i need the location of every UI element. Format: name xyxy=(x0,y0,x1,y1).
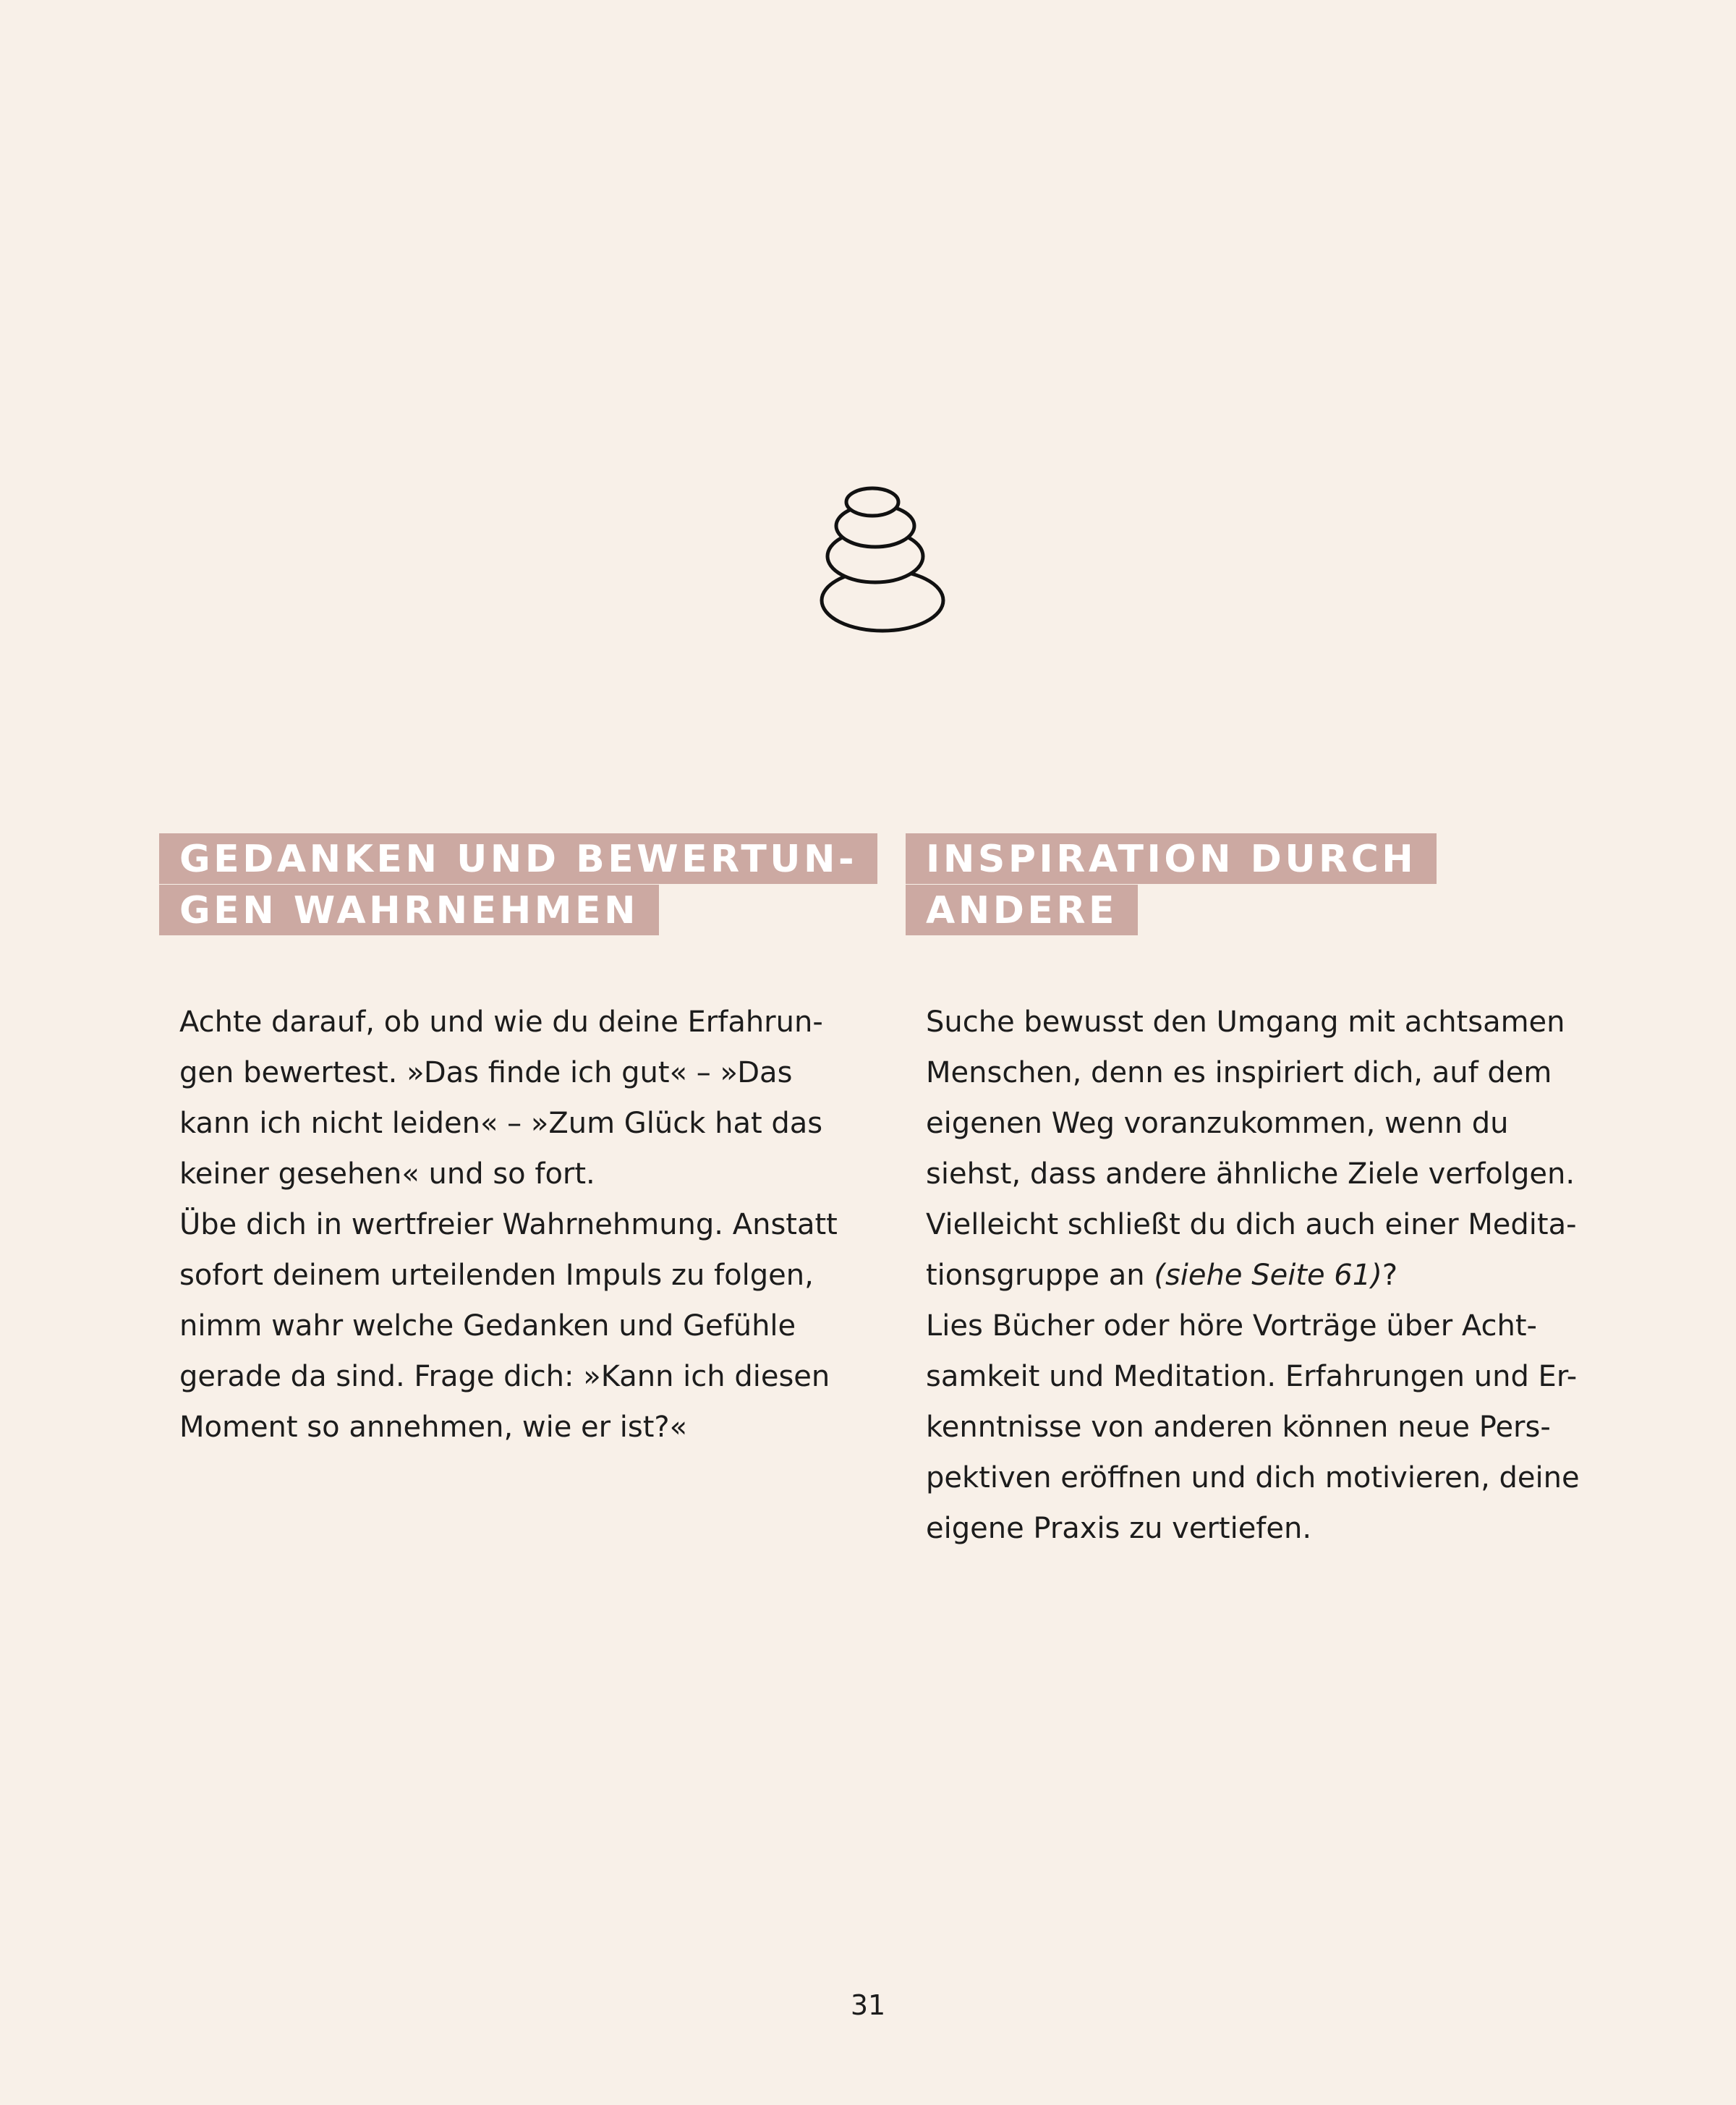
body-line: Lies Bücher oder höre Vorträge über Acht- xyxy=(926,1309,1537,1343)
body-line: Suche bewusst den Umgang mit achtsamen xyxy=(926,1005,1565,1039)
body-line: nimm wahr welche Gedanken und Gefühle xyxy=(179,1309,796,1343)
stacked-stones-icon xyxy=(816,485,949,640)
heading-line: GEDANKEN UND BEWERTUN- xyxy=(159,833,877,884)
body-line: siehst, dass andere ähnliche Ziele verfolgen. xyxy=(926,1157,1575,1191)
section-heading xyxy=(906,833,1586,936)
body-text: tionsgruppe an xyxy=(926,1259,1154,1292)
body-line: kann ich nicht leiden« – »Zum Glück hat das xyxy=(179,1107,823,1140)
section-thoughts-evaluations xyxy=(159,833,858,1453)
body-line: Moment so annehmen, wie er ist?« xyxy=(179,1411,688,1444)
body-line: eigenen Weg voranzukommen, wenn du xyxy=(926,1107,1509,1140)
body-line: gerade da sind. Frage dich: »Kann ich diesen xyxy=(179,1360,830,1393)
heading-line: INSPIRATION DURCH xyxy=(906,833,1437,884)
body-line: samkeit und Meditation. Erfahrungen und Er- xyxy=(926,1360,1578,1393)
body-line-with-reference xyxy=(926,1250,1586,1301)
body-line: gen bewertest. »Das finde ich gut« – »Das xyxy=(179,1056,793,1089)
body-line: keiner gesehen« und so fort. xyxy=(179,1157,595,1191)
body-line: Vielleicht schließt du dich auch einer Medita- xyxy=(926,1208,1577,1241)
section-body xyxy=(906,997,1586,1554)
section-inspiration-others xyxy=(906,833,1586,1554)
body-line: eigene Praxis zu vertiefen. xyxy=(926,1512,1312,1545)
body-line: Übe dich in wertfreier Wahrnehmung. Anstatt xyxy=(179,1208,838,1241)
body-line: Achte darauf, ob und wie du deine Erfahrun- xyxy=(179,1005,823,1039)
section-body xyxy=(159,997,839,1453)
heading-line: GEN WAHRNEHMEN xyxy=(159,885,659,935)
body-line: kenntnisse von anderen können neue Pers- xyxy=(926,1411,1551,1444)
body-line: sofort deinem urteilenden Impuls zu folgen, xyxy=(179,1259,814,1292)
body-text: ? xyxy=(1382,1259,1398,1292)
page-number: 31 xyxy=(850,1989,886,2021)
section-heading xyxy=(159,833,858,936)
body-line: Menschen, denn es inspiriert dich, auf dem xyxy=(926,1056,1552,1089)
heading-line: ANDERE xyxy=(906,885,1138,935)
body-line: pektiven eröffnen und dich motivieren, deine xyxy=(926,1461,1580,1494)
page-reference: (siehe Seite 61) xyxy=(1154,1259,1382,1292)
